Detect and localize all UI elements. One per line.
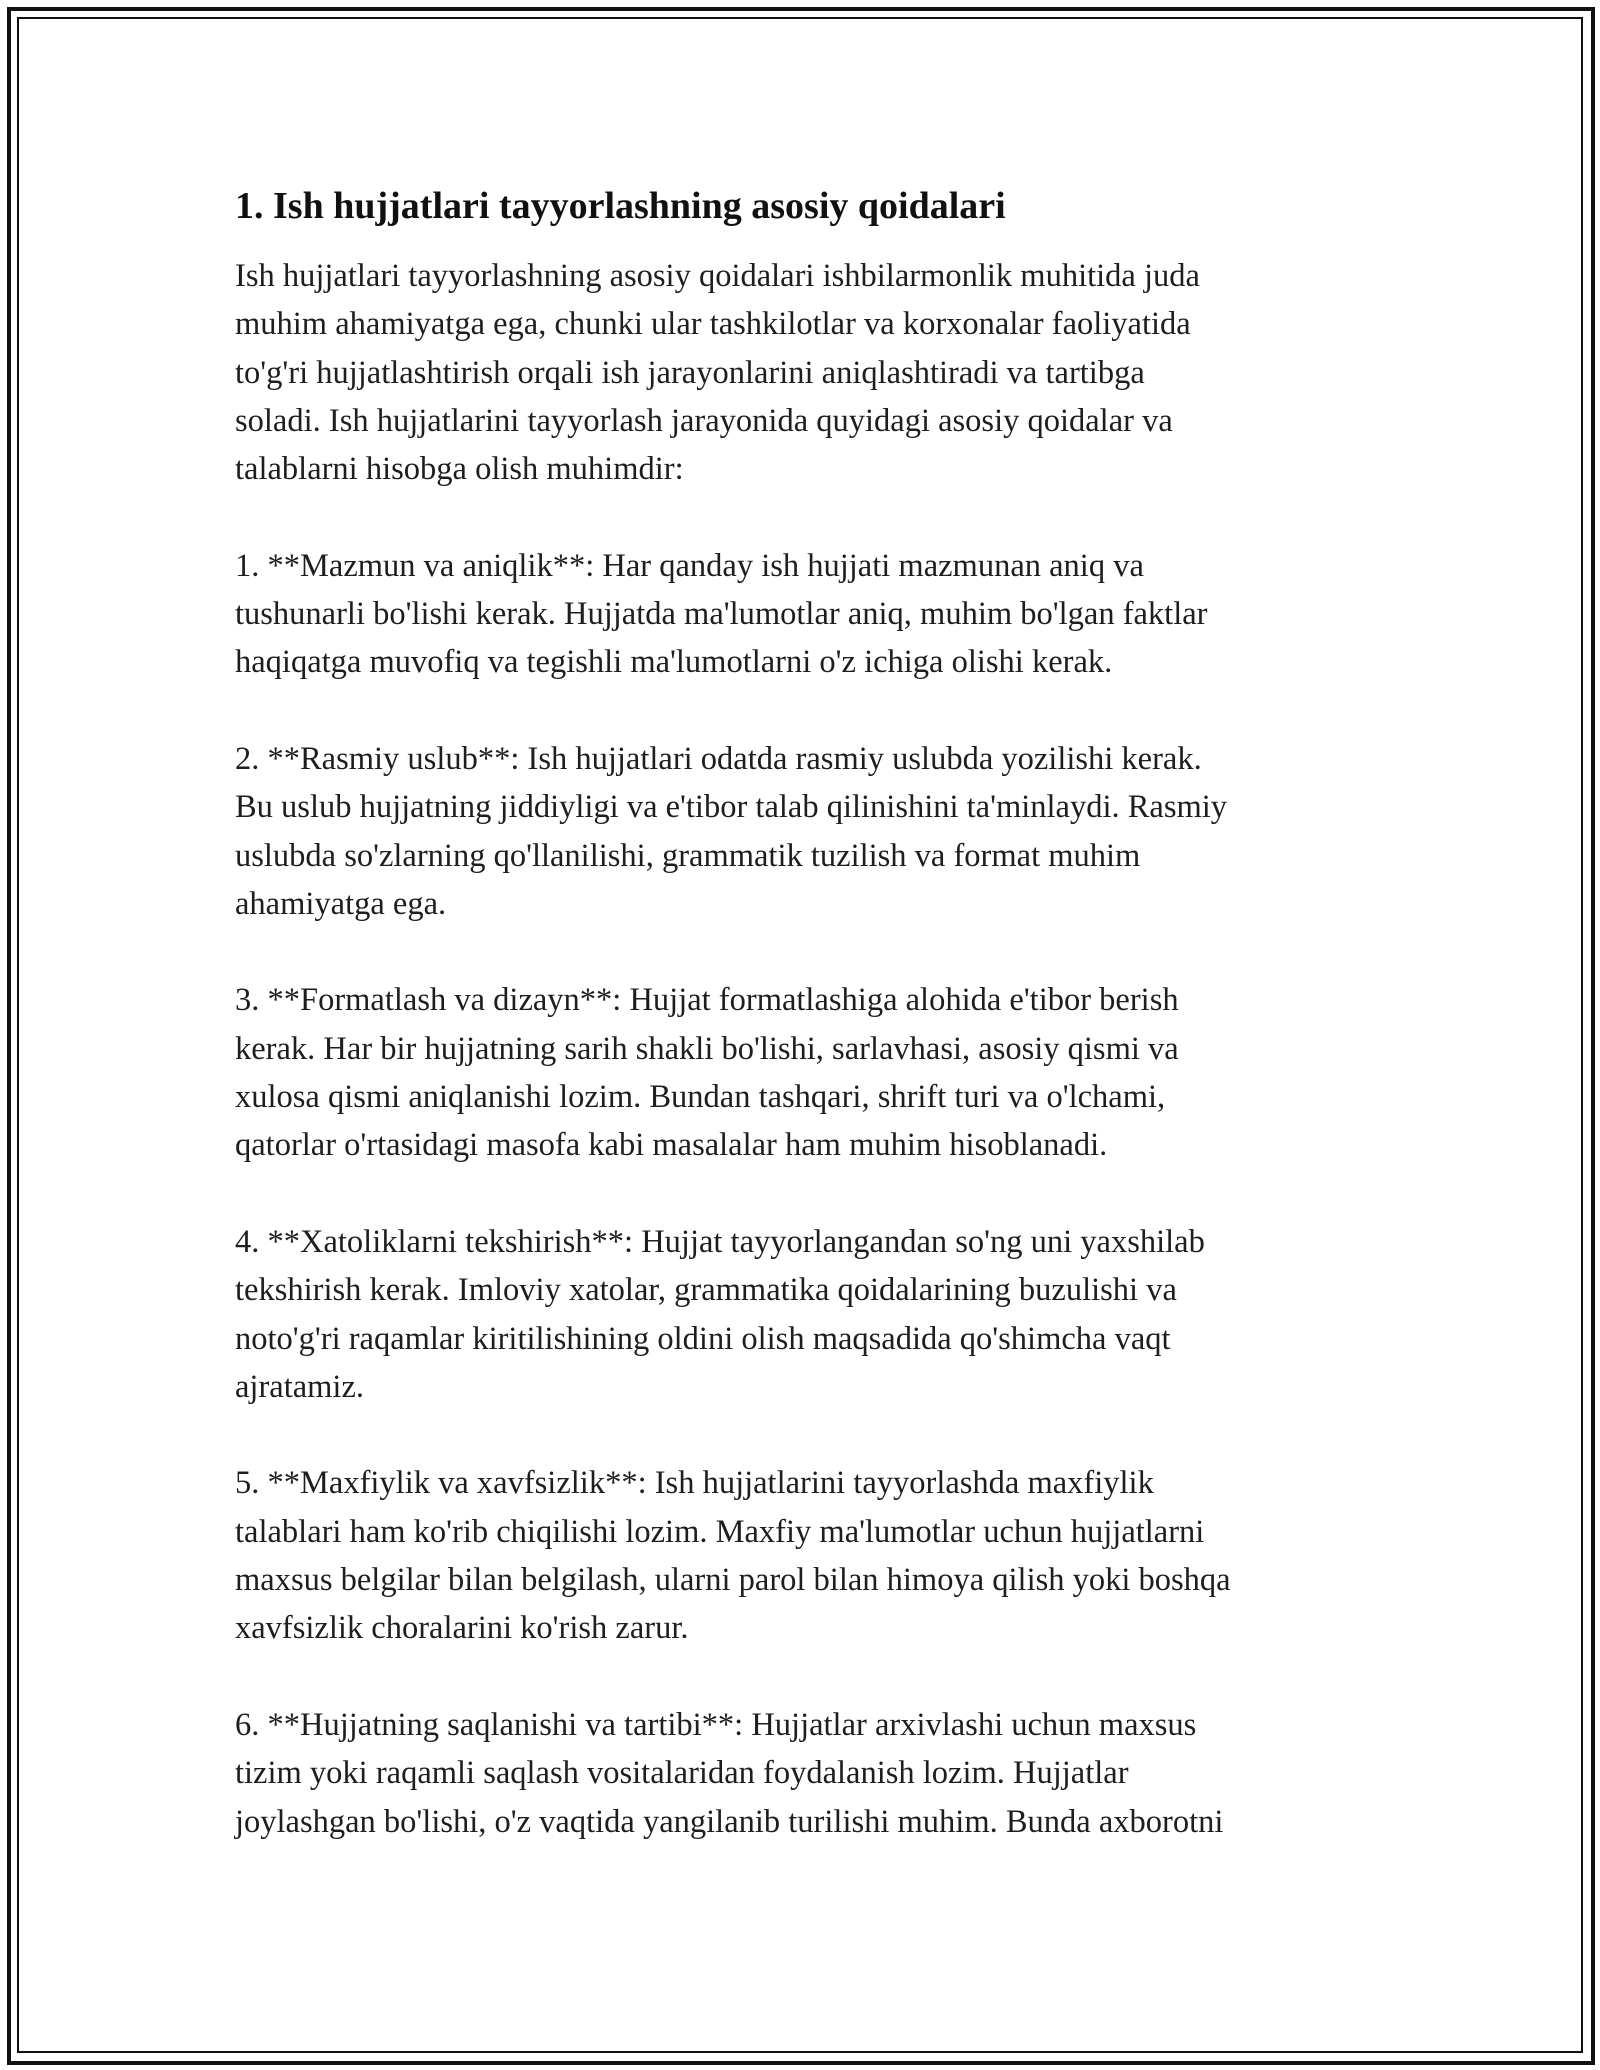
text-line: tushunarli bo'lishi kerak. Hujjatda ma'lumotlar aniq, muhim bo'lgan faktlar — [235, 596, 1208, 633]
list-item-paragraph — [235, 1459, 1365, 1652]
text-line: haqiqatga muvofiq va tegishli ma'lumotlarni o'z ichiga olishi kerak. — [235, 644, 1113, 681]
paragraph-spacer — [235, 1170, 1365, 1218]
text-line: 5. **Maxfiylik va xavfsizlik**: Ish hujjatlarini tayyorlashda maxfiylik — [235, 1465, 1154, 1502]
text-line: 2. **Rasmiy uslub**: Ish hujjatlari odatda rasmiy uslubda yozilishi kerak. — [235, 740, 1202, 777]
text-line: Ish hujjatlari tayyorlashning asosiy qoidalari ishbilarmonlik muhitida juda — [235, 258, 1200, 294]
text-line: talablarni hisobga olish muhimdir: — [235, 451, 684, 488]
document-title: 1. Ish hujjatlari tayyorlashning asosiy qoidalari — [235, 185, 1006, 227]
text-line: uslubda so'zlarning qo'llanilishi, grammatik tuzilish va format muhim — [235, 837, 1141, 874]
text-line: xavfsizlik choralarini ko'rish zarur. — [235, 1610, 689, 1647]
text-line: muhim ahamiyatga ega, chunki ular tashkilotlar va korxonalar faoliyatida — [235, 306, 1191, 343]
text-line: soladi. Ish hujjatlarini tayyorlash jarayonida quyidagi asosiy qoidalar va — [235, 402, 1173, 439]
paragraph-spacer — [235, 1411, 1365, 1459]
text-line: talablari ham ko'rib chiqilishi lozim. Maxfiy ma'lumotlar uchun hujjatlarni — [235, 1513, 1205, 1550]
text-line: tekshirish kerak. Imloviy xatolar, grammatika qoidalarining buzulishi va — [235, 1272, 1177, 1309]
text-line: kerak. Har bir hujjatning sarih shakli bo'lishi, sarlavhasi, asosiy qismi va — [235, 1030, 1179, 1067]
paragraph-spacer — [235, 493, 1365, 541]
text-line: xulosa qismi aniqlanishi lozim. Bundan tashqari, shrift turi va o'lchami, — [235, 1079, 1166, 1116]
text-line: Bu uslub hujjatning jiddiyligi va e'tibor talab qilinishini ta'minlaydi. Rasmiy — [235, 789, 1228, 826]
text-line: noto'g'ri raqamlar kiritilishining oldini olish maqsadida qo'shimcha vaqt — [235, 1320, 1171, 1357]
list-item-paragraph — [235, 976, 1365, 1169]
list-item-paragraph — [235, 1701, 1365, 1846]
text-line: ahamiyatga ega. — [235, 885, 447, 922]
document-body — [235, 182, 1365, 1846]
text-line: to'g'ri hujjatlashtirish orqali ish jarayonlarini aniqlashtiradi va tartibga — [235, 354, 1145, 391]
paragraph-spacer — [235, 928, 1365, 976]
text-line: qatorlar o'rtasidagi masofa kabi masalalar ham muhim hisoblanadi. — [235, 1127, 1108, 1164]
list-item-paragraph — [235, 1218, 1365, 1411]
text-line: ajratamiz. — [235, 1368, 365, 1405]
text-line: 3. **Formatlash va dizayn**: Hujjat formatlashiga alohida e'tibor berish — [235, 982, 1179, 1019]
text-line: 4. **Xatoliklarni tekshirish**: Hujjat tayyorlangandan so'ng uni yaxshilab — [235, 1223, 1205, 1260]
list-item-paragraph — [235, 735, 1365, 928]
intro-paragraph — [235, 252, 1365, 493]
text-line: 1. **Mazmun va aniqlik**: Har qanday ish hujjati mazmunan aniq va — [235, 547, 1144, 584]
text-line: joylashgan bo'lishi, o'z vaqtida yangilanib turilishi muhim. Bunda axborotni — [235, 1803, 1224, 1840]
text-line: 6. **Hujjatning saqlanishi va tartibi**: Hujjatlar arxivlashi uchun maxsus — [235, 1706, 1197, 1743]
paragraph-spacer — [235, 1653, 1365, 1701]
paragraph-list — [235, 252, 1365, 1846]
text-line: tizim yoki raqamli saqlash vositalaridan foydalanish lozim. Hujjatlar — [235, 1755, 1129, 1792]
list-item-paragraph — [235, 542, 1365, 687]
text-line: maxsus belgilar bilan belgilash, ularni parol bilan himoya qilish yoki boshqa — [235, 1562, 1231, 1599]
paragraph-spacer — [235, 687, 1365, 735]
